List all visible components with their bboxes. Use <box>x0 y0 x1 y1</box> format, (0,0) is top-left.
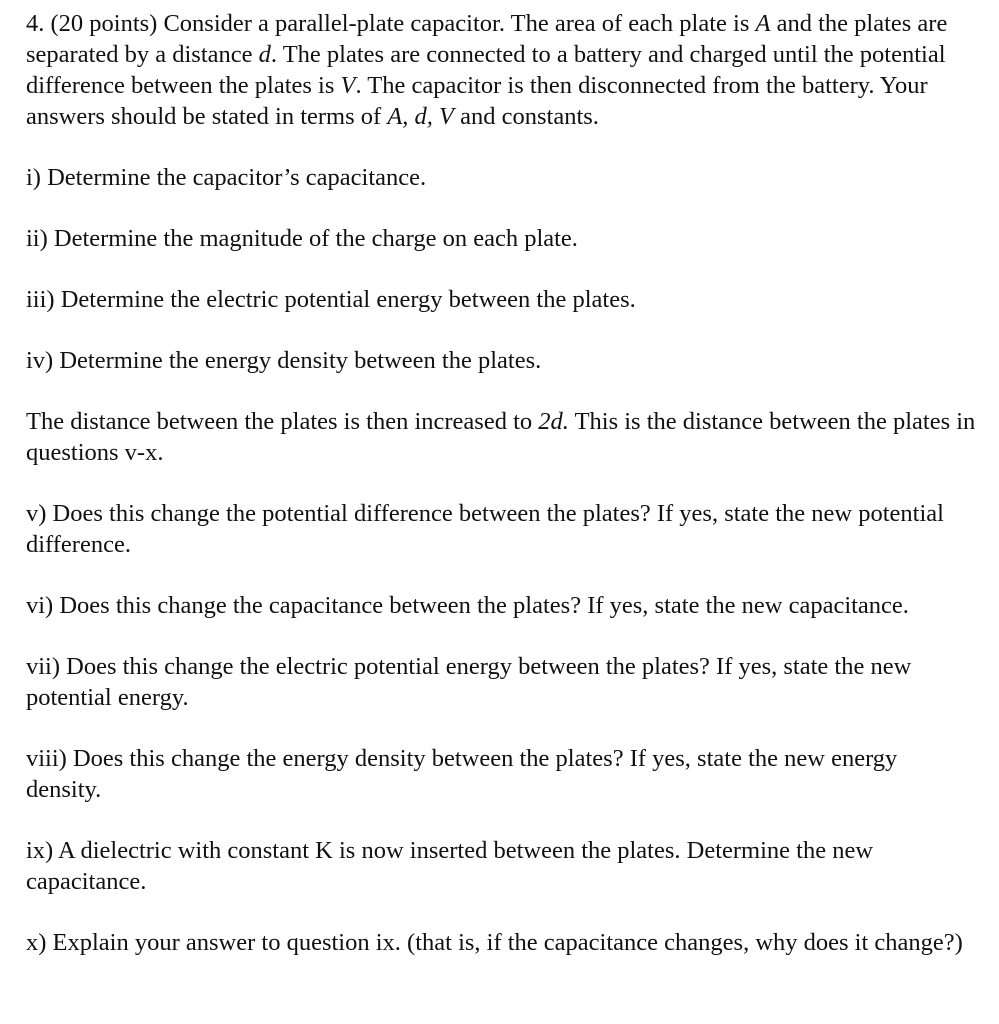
variable-A: A <box>755 10 771 37</box>
problem-intro <box>26 8 976 132</box>
variable-2d: 2d. <box>538 408 569 435</box>
transition-text: This is the distance between the plates in questions v-x. <box>26 408 976 466</box>
question-i: i) Determine the capacitor’s capacitance. <box>26 164 427 191</box>
transition-text: The distance between the plates is then increased to <box>26 408 539 435</box>
variables-list: A, d, V <box>387 103 454 130</box>
question-vii: vii) Does this change the electric potential energy between the plates? If yes, state the new potential energy. <box>26 653 912 711</box>
problem-document <box>26 8 976 958</box>
question-ii: ii) Determine the magnitude of the charge on each plate. <box>26 225 578 252</box>
question-x: x) Explain your answer to question ix. (that is, if the capacitance changes, why does it change?) <box>26 929 963 956</box>
question-viii: viii) Does this change the energy density between the plates? If yes, state the new energy density. <box>26 745 898 803</box>
intro-text: The area of each plate is <box>504 10 756 37</box>
variable-d: d <box>258 41 271 68</box>
problem-header: 4. (20 points) Consider a parallel-plate capacitor. <box>26 10 505 37</box>
intro-text: and constants. <box>454 103 599 130</box>
intro-text: and the plates are separated by a distance <box>26 10 948 68</box>
question-ix: ix) A dielectric with constant K is now inserted between the plates. Determine the new capacitance. <box>26 837 874 895</box>
question-vi: vi) Does this change the capacitance between the plates? If yes, state the new capacitance. <box>26 592 909 619</box>
intro-text: . The plates are connected to a battery and charged until the potential difference between the plates is <box>26 41 946 99</box>
question-v: v) Does this change the potential difference between the plates? If yes, state the new potential difference. <box>26 500 944 558</box>
transition-paragraph <box>26 406 976 468</box>
variable-V: V <box>340 72 356 99</box>
question-iv: iv) Determine the energy density between the plates. <box>26 347 542 374</box>
question-iii: iii) Determine the electric potential energy between the plates. <box>26 286 636 313</box>
intro-text: . The capacitor is then disconnected from the battery. Your answers should be stated in terms of <box>26 72 928 130</box>
